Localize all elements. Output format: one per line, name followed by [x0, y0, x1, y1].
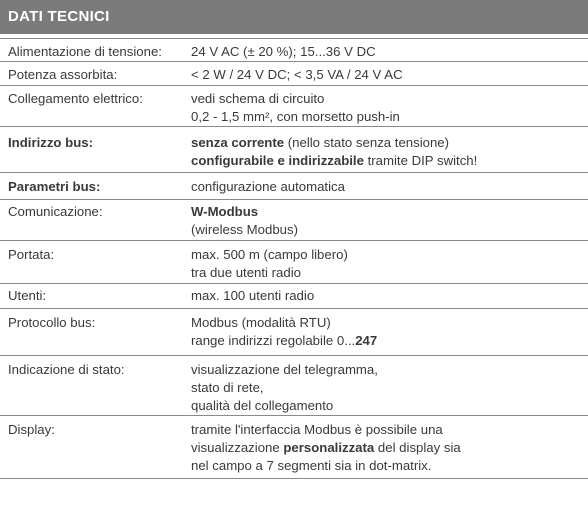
table-row	[0, 241, 588, 284]
value-text: tramite DIP switch!	[363, 153, 478, 168]
table-row	[0, 127, 588, 173]
value-line: Modbus (modalità RTU)	[191, 315, 331, 330]
row-label: Indicazione di stato:	[8, 362, 125, 377]
table-row	[0, 200, 588, 241]
value-line: nel campo a 7 segmenti sia in dot-matrix.	[191, 458, 432, 473]
row-label: Portata:	[8, 247, 55, 262]
value-line: max. 500 m (campo libero)	[191, 247, 348, 262]
value-text: (nello stato senza tensione)	[284, 135, 450, 150]
table-row	[0, 86, 588, 127]
bold-text: personalizzata	[283, 440, 375, 455]
value-line: vedi schema di circuito	[191, 91, 325, 106]
spec-table	[0, 38, 588, 479]
row-value	[191, 314, 581, 350]
row-label: Utenti:	[8, 288, 47, 303]
row-label: Comunicazione:	[8, 204, 103, 219]
row-label: Collegamento elettrico:	[8, 91, 143, 106]
section-title: DATI TECNICI	[8, 8, 110, 25]
value-line: stato di rete,	[191, 380, 264, 395]
value-line: W-Modbus	[191, 204, 259, 219]
value-line: tramite l'interfaccia Modbus è possibile una	[191, 422, 443, 437]
value-line: qualità del collegamento	[191, 398, 334, 413]
table-row	[0, 62, 588, 86]
bold-text: 247	[355, 333, 378, 348]
section-header	[0, 0, 588, 34]
value-line	[191, 152, 581, 170]
table-row	[0, 284, 588, 309]
value-line: visualizzazione del telegramma,	[191, 362, 378, 377]
value-text: del display sia	[374, 440, 461, 455]
table-row	[0, 38, 588, 62]
row-value	[191, 421, 581, 475]
bold-text: senza corrente	[191, 135, 285, 150]
row-label: Alimentazione di tensione:	[8, 44, 162, 59]
table-row	[0, 173, 588, 200]
value-text: visualizzazione	[191, 440, 284, 455]
row-value	[191, 361, 581, 415]
table-row	[0, 416, 588, 479]
value-line	[191, 332, 581, 350]
row-label: Potenza assorbita:	[8, 67, 118, 82]
row-label: Protocollo bus:	[8, 315, 96, 330]
row-value: < 2 W / 24 V DC; < 3,5 VA / 24 V AC	[191, 67, 403, 82]
bold-text: configurabile e indirizzabile	[191, 153, 364, 168]
row-value	[191, 203, 581, 239]
row-label: Display:	[8, 422, 55, 437]
row-value: configurazione automatica	[191, 179, 345, 194]
row-value: 24 V AC (± 20 %); 15...36 V DC	[191, 44, 376, 59]
value-line: 0,2 - 1,5 mm², con morsetto push-in	[191, 109, 400, 124]
row-value	[191, 90, 581, 126]
row-label: Indirizzo bus:	[8, 135, 93, 150]
value-line	[191, 439, 581, 457]
value-line: (wireless Modbus)	[191, 222, 298, 237]
table-row	[0, 309, 588, 356]
value-line: tra due utenti radio	[191, 265, 301, 280]
row-value: max. 100 utenti radio	[191, 288, 315, 303]
table-row	[0, 356, 588, 416]
value-text: range indirizzi regolabile 0...	[191, 333, 356, 348]
row-label: Parametri bus:	[8, 179, 101, 194]
row-value	[191, 134, 581, 170]
value-line	[191, 134, 581, 152]
row-value	[191, 246, 581, 282]
